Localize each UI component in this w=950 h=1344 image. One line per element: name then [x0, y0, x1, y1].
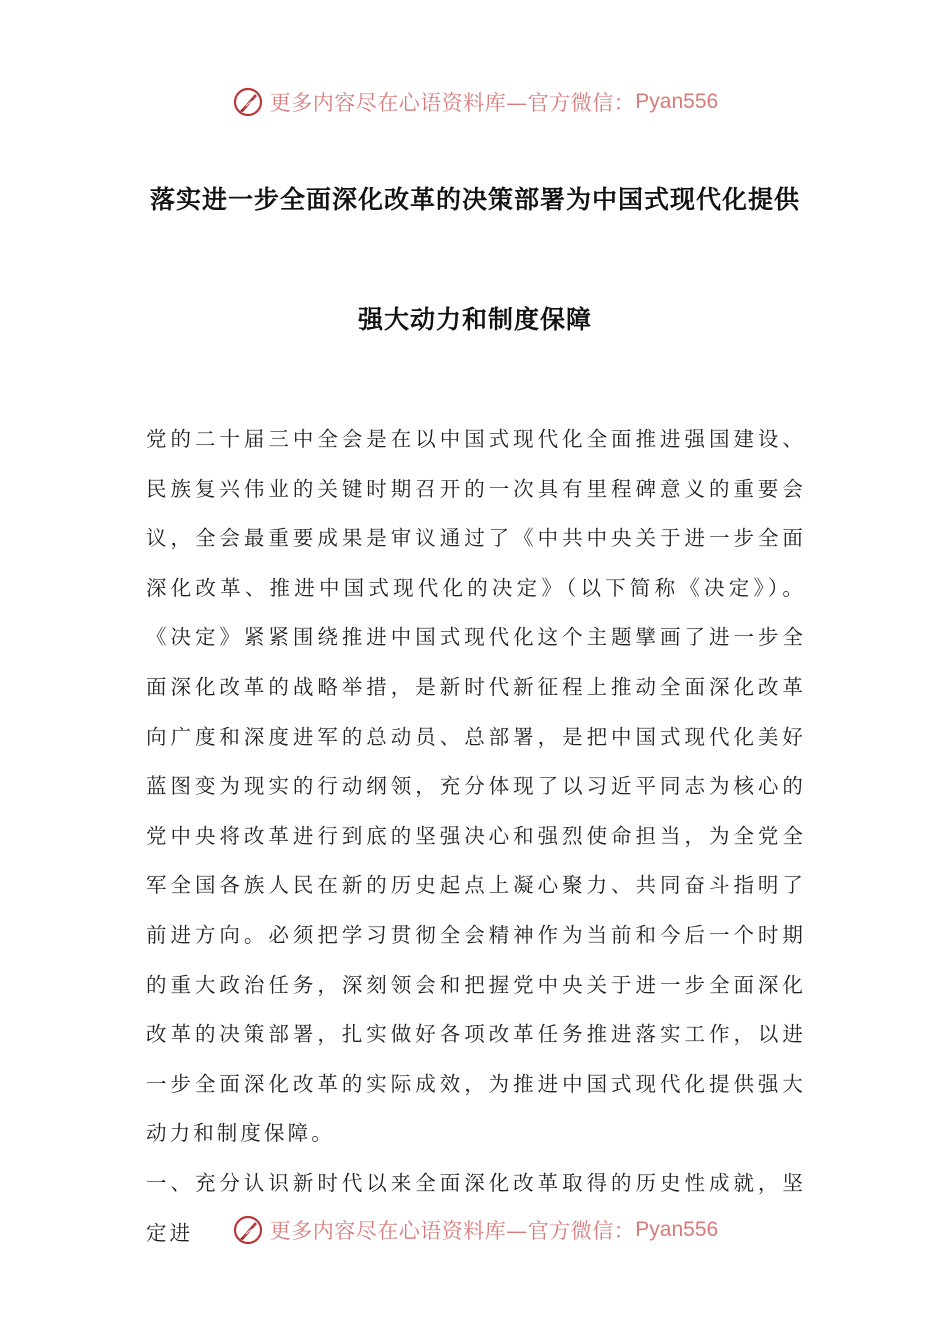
wechat-id: Pyan556 [635, 1218, 719, 1241]
wechat-id: Pyan556 [635, 90, 719, 113]
header-watermark [0, 82, 950, 122]
pen-feather-logo-icon [232, 1214, 264, 1246]
pen-feather-logo-icon [232, 86, 264, 118]
section-heading: 一、充分认识新时代以来全面深化改革取得的历史性成就，坚定进 [146, 1170, 806, 1245]
watermark-text: 更多内容尽在心语资料库—官方微信： [269, 91, 636, 115]
watermark-text: 更多内容尽在心语资料库—官方微信： [269, 1219, 636, 1243]
body-paragraph: 党的二十届三中全会是在以中国式现代化全面推进强国建设、民族复兴伟业的关键时期召开的一次具有里程碑意义的重要会议，全会最重要成果是审议通过了《中共中央关于进一步全面深化改革、推进中国式现代化的决定》（以下简称《决定》）。《决定》紧紧围绕推进中国式现代化这个主题擘画了进一步全面深化改革的战略举措，是新时代新征程上推动全面深化改革向广度和深度进军的总动员、总部署，是把中国式现代化美好蓝图变为现实的行动纲领，充分体现了以习近平同志为核心的党中央将改革进行到底的坚强决心和强烈使命担当，为全党全军全国各族人民在新的历史起点上凝心聚力、共同奋斗指明了前进方向。必须把学习贯彻全会精神作为当前和今后一个时期的重大政治任务，深刻领会和把握党中央关于进一步全面深化改革的决策部署，扎实做好各项改革任务推进落实工作，以进一步全面深化改革的实际成效，为推进中国式现代化提供强大动力和制度保障。 [146, 427, 806, 1146]
document-title-line-1: 落实进一步全面深化改革的决策部署为中国式现代化提供 [149, 185, 800, 214]
footer-watermark [0, 1210, 950, 1250]
document-body [146, 415, 806, 1258]
document-title-line-2: 强大动力和制度保障 [357, 305, 592, 334]
